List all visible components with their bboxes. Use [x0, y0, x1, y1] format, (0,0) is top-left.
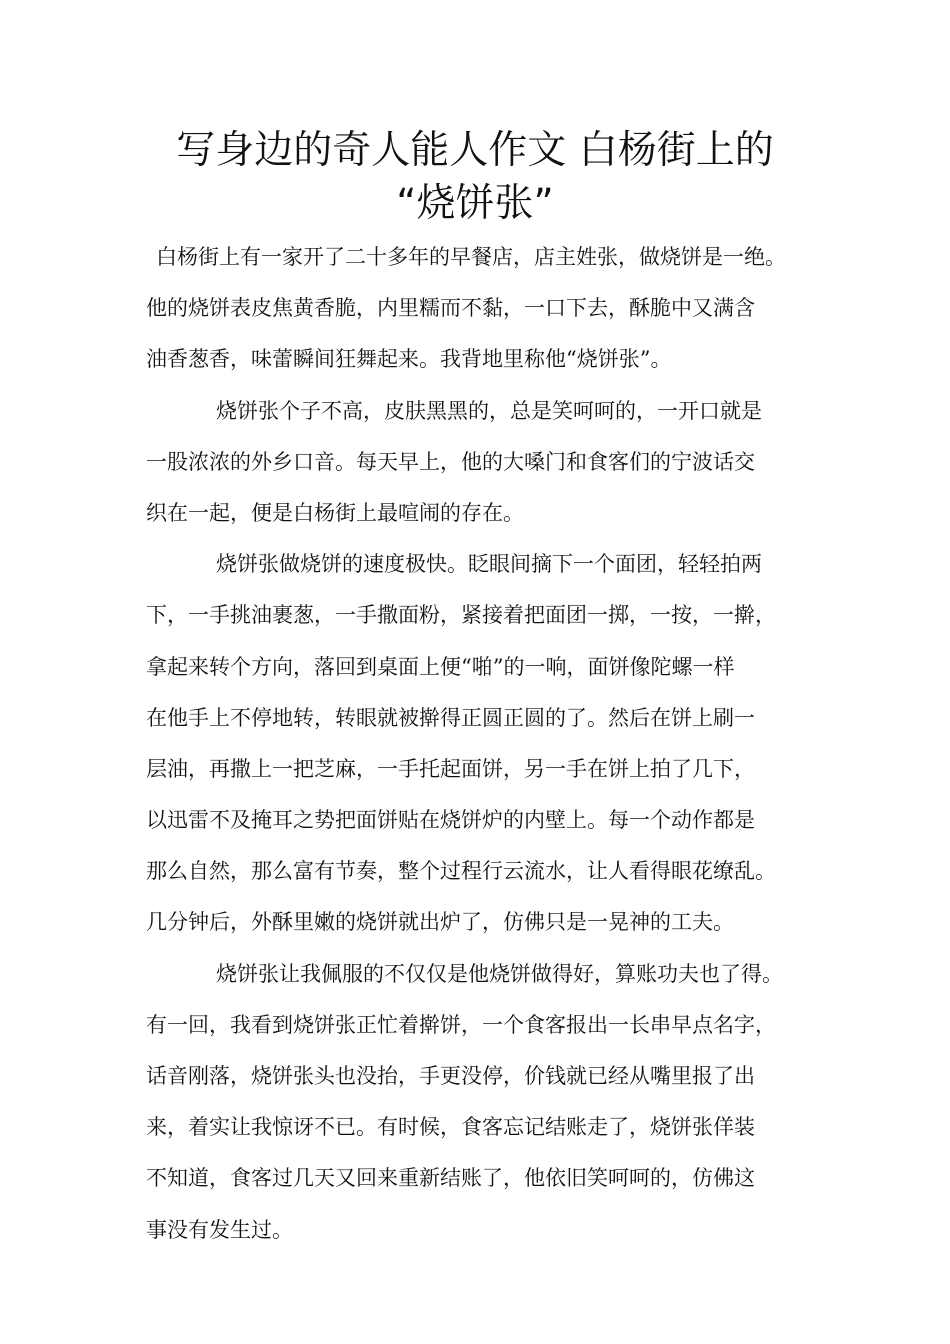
paragraph-line: 有一回，我看到烧饼张正忙着擀饼，一个食客报出一长串早点名字， — [146, 1012, 776, 1037]
paragraph-line: 一股浓浓的外乡口音。每天早上，他的大嗓门和食客们的宁波话交 — [146, 449, 755, 474]
paragraph-line: 他的烧饼表皮焦黄香脆，内里糯而不黏，一口下去，酥脆中又满含 — [146, 296, 755, 321]
paragraph-2 — [146, 386, 836, 540]
paragraph-line: 烧饼张让我佩服的不仅仅是他烧饼做得好，算账功夫也了得。 — [216, 961, 783, 986]
paragraph-1 — [146, 232, 836, 386]
paragraph-3 — [146, 539, 836, 949]
paragraph-line: 烧饼张个子不高，皮肤黑黑的，总是笑呵呵的，一开口就是 — [216, 398, 762, 423]
paragraph-line: 白杨街上有一家开了二十多年的早餐店，店主姓张，做烧饼是一绝。 — [156, 245, 786, 269]
paragraph-line: 烧饼张做烧饼的速度极快。眨眼间摘下一个面团，轻轻拍两 — [216, 552, 762, 577]
paragraph-line: 事没有发生过。 — [146, 1217, 293, 1242]
paragraph-line: 那么自然，那么富有节奏，整个过程行云流水，让人看得眼花缭乱。 — [146, 859, 776, 884]
title-line-2: “烧饼张” — [396, 181, 554, 226]
paragraph-line: 几分钟后，外酥里嫩的烧饼就出炉了，仿佛只是一晃神的工夫。 — [146, 910, 734, 935]
paragraph-line: 在他手上不停地转，转眼就被擀得正圆正圆的了。然后在饼上刷一 — [146, 705, 755, 730]
paragraph-line: 来，着实让我惊讶不已。有时候，食客忘记结账走了，烧饼张佯装 — [146, 1115, 755, 1140]
document-title — [0, 124, 950, 230]
paragraph-line: 下，一手挑油裹葱，一手撒面粉，紧接着把面团一掷，一按，一擀， — [146, 603, 776, 628]
essay-body — [146, 232, 836, 1256]
paragraph-line: 话音刚落，烧饼张头也没抬，手更没停，价钱就已经从嘴里报了出 — [146, 1064, 755, 1088]
paragraph-line: 层油，再撒上一把芝麻，一手托起面饼，另一手在饼上拍了几下， — [146, 756, 755, 781]
title-line-1: 写身边的奇人能人作文 白杨街上的 — [176, 128, 774, 173]
paragraph-4 — [146, 949, 836, 1256]
paragraph-line: 以迅雷不及掩耳之势把面饼贴在烧饼炉的内壁上。每一个动作都是 — [146, 808, 755, 833]
paragraph-line: 织在一起，便是白杨街上最喧闹的存在。 — [146, 500, 524, 525]
paragraph-line: 不知道，食客过几天又回来重新结账了，他依旧笑呵呵的，仿佛这 — [146, 1166, 755, 1191]
paragraph-line: 油香葱香，味蕾瞬间狂舞起来。我背地里称他“烧饼张”。 — [146, 347, 672, 372]
paragraph-line: 拿起来转个方向，落回到桌面上便“啪”的一响，面饼像陀螺一样 — [146, 654, 735, 679]
